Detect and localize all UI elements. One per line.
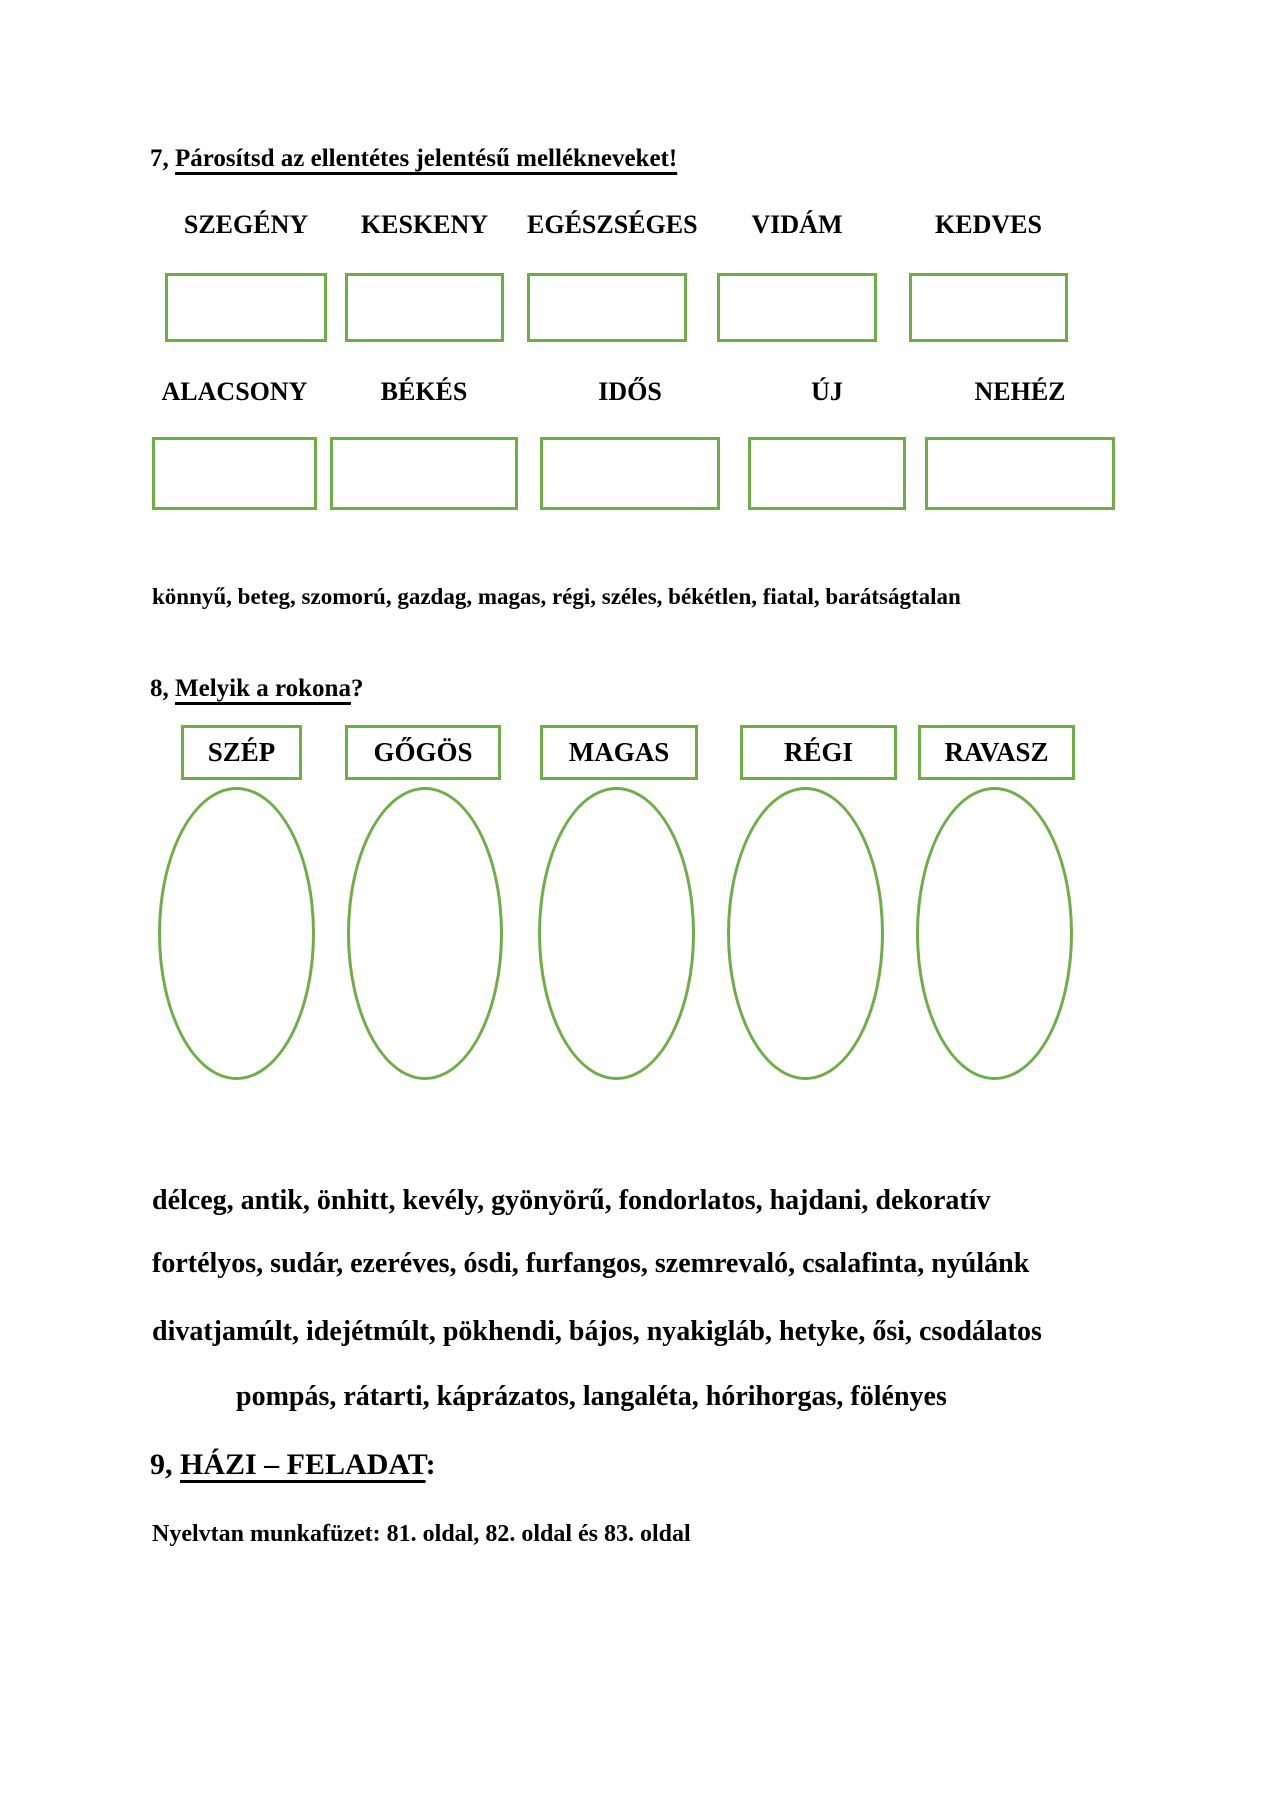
task8-answer-ellipse-1[interactable] xyxy=(158,787,315,1080)
task8-heading xyxy=(150,676,363,701)
task9-title-suffix: : xyxy=(425,1448,436,1481)
task8-word-bank-line-4: pompás, rátarti, káprázatos, langaléta, hórihorgas, fölényes xyxy=(236,1381,947,1412)
task7-title: Párosítsd az ellentétes jelentésű mellékneveket! xyxy=(175,145,678,172)
task7-row2-answer-box-5[interactable] xyxy=(925,437,1115,510)
task8-word-box-regi: RÉGI xyxy=(740,725,897,780)
task8-answer-ellipse-2[interactable] xyxy=(347,787,503,1080)
task7-row2-word-4: ÚJ xyxy=(811,377,843,406)
task7-row2-word-3: IDŐS xyxy=(598,377,662,406)
task8-word-box-gogos: GŐGÖS xyxy=(345,725,501,780)
task7-row2-word-5: NEHÉZ xyxy=(974,377,1066,406)
task7-row1-word-3: EGÉSZSÉGES xyxy=(527,210,698,239)
task7-row1-word-2: KESKENY xyxy=(360,210,489,239)
task8-title: Melyik a rokona xyxy=(175,675,351,702)
task7-row1-word-4: VIDÁM xyxy=(751,210,843,239)
task7-row2-word-2: BÉKÉS xyxy=(380,377,468,406)
task7-row2-answer-box-2[interactable] xyxy=(330,437,518,510)
task7-row1-answer-box-3[interactable] xyxy=(527,273,687,342)
task7-row1-word-1: SZEGÉNY xyxy=(183,210,309,239)
task9-number: 9, xyxy=(150,1448,180,1481)
task7-row2-answer-box-4[interactable] xyxy=(748,437,906,510)
task8-word-bank-line-3: divatjamúlt, idejétmúlt, pökhendi, bájos, nyakigláb, hetyke, ősi, csodálatos xyxy=(152,1316,1042,1347)
task8-word-box-ravasz: RAVASZ xyxy=(918,725,1075,780)
task7-row2-answer-box-1[interactable] xyxy=(152,437,317,510)
task9-heading xyxy=(150,1450,436,1480)
task8-word-bank-line-2: fortélyos, sudár, ezeréves, ósdi, furfangos, szemrevaló, csalafinta, nyúlánk xyxy=(152,1248,1030,1279)
task8-title-suffix: ? xyxy=(350,675,364,702)
task8-word-box-magas: MAGAS xyxy=(540,725,698,780)
task8-word-box-szep: SZÉP xyxy=(181,725,302,780)
task8-word-bank-line-1: délceg, antik, önhitt, kevély, gyönyörű, fondorlatos, hajdani, dekoratív xyxy=(152,1185,991,1216)
task9-title: HÁZI – FELADAT xyxy=(180,1448,426,1481)
task7-row1-answer-box-2[interactable] xyxy=(345,273,504,342)
task7-row2-word-1: ALACSONY xyxy=(161,377,308,406)
task8-answer-ellipse-3[interactable] xyxy=(538,787,695,1080)
task8-answer-ellipse-4[interactable] xyxy=(727,787,884,1080)
task8-number: 8, xyxy=(150,675,175,702)
task7-row2-answer-box-3[interactable] xyxy=(540,437,720,510)
task7-row1-answer-box-5[interactable] xyxy=(909,273,1068,342)
task7-row1-answer-box-1[interactable] xyxy=(165,273,327,342)
task7-number: 7, xyxy=(150,145,175,172)
task7-row1-answer-box-4[interactable] xyxy=(717,273,877,342)
task8-answer-ellipse-5[interactable] xyxy=(916,787,1073,1080)
task7-row1-word-5: KEDVES xyxy=(935,210,1042,239)
task7-heading xyxy=(150,146,677,171)
task7-word-bank: könnyű, beteg, szomorú, gazdag, magas, régi, széles, békétlen, fiatal, barátságtalan xyxy=(152,584,961,609)
task9-homework-text: Nyelvtan munkafüzet: 81. oldal, 82. oldal és 83. oldal xyxy=(152,1521,691,1547)
